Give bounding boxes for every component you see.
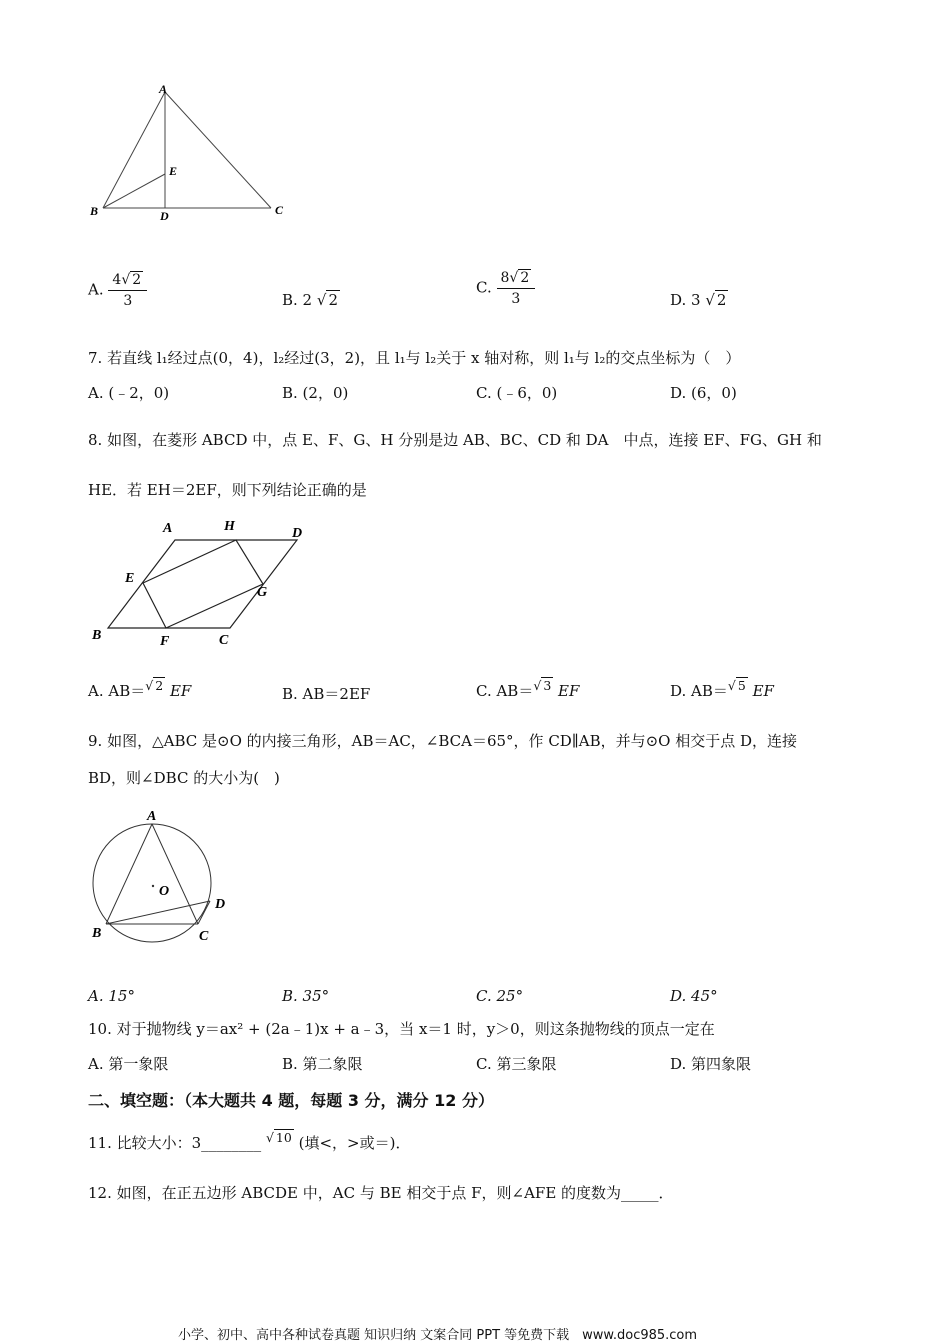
label-A: A bbox=[163, 521, 173, 536]
q12-stem: 12. 如图，在正五边形 ABCDE 中，AC 与 BE 相交于点 F，则∠AFE 的度数为_____． bbox=[88, 1184, 674, 1202]
q8-stem-line1: 8. 如图，在菱形 ABCD 中，点 E、F、G、H 分别是边 AB、BC、CD 和 DA 中点，连接 EF、FG、GH 和 bbox=[88, 431, 822, 449]
label-C: C bbox=[275, 203, 284, 217]
label-F: F bbox=[160, 634, 170, 649]
q11-stem: 11. 比较大小：3________ $^{√ 10}$ (填<，>或＝)． bbox=[88, 1130, 411, 1152]
q6-option-b: B. 2 √ 2 bbox=[282, 291, 338, 309]
label-B: B bbox=[92, 628, 102, 643]
q8-option-c: C. AB＝$^{√ 3}$ EF bbox=[476, 678, 580, 700]
figure-q9-circle bbox=[85, 800, 245, 950]
q7-option-c: C. (﹣6，0) bbox=[476, 384, 558, 402]
q9-option-b: B. 35° bbox=[282, 987, 330, 1005]
figure-q6-triangle bbox=[85, 80, 295, 225]
q8-option-d: D. AB＝$^{√ 5}$ EF bbox=[670, 678, 774, 700]
q9-option-a: A. 15° bbox=[88, 987, 135, 1005]
q9-stem-line2: BD，则∠DBC 的大小为( ) bbox=[88, 769, 280, 787]
label-B: B bbox=[92, 926, 102, 941]
q8-option-a: A. AB＝$^{√ 2}$ EF bbox=[88, 678, 192, 700]
q10-option-c: C. 第三象限 bbox=[476, 1055, 557, 1073]
figure-q8-rhombus bbox=[85, 512, 315, 652]
label-G: G bbox=[257, 585, 268, 600]
rhombus-abcd bbox=[108, 540, 297, 628]
q10-option-d: D. 第四象限 bbox=[670, 1055, 752, 1073]
label-C: C bbox=[199, 929, 209, 944]
section-2-title: 二、填空题：（本大题共 4 题，每题 3 分，满分 12 分） bbox=[88, 1091, 494, 1110]
label-H: H bbox=[224, 519, 235, 534]
label-D: D bbox=[292, 526, 303, 541]
segment-cd bbox=[198, 901, 210, 924]
q10-stem: 10. 对于抛物线 y＝ax² + (2a﹣1)x + a﹣3，当 x＝1 时，y＞0，则这条抛物线的顶点一定在 bbox=[88, 1020, 715, 1038]
label-B: B bbox=[90, 204, 99, 218]
q9-option-c: C. 25° bbox=[476, 987, 524, 1005]
segment-ac bbox=[165, 92, 271, 208]
q7-stem: 7. 若直线 l₁经过点(0，4)，l₂经过(3，2)，且 l₁与 l₂关于 x 轴对称，则 l₁与 l₂的交点坐标为（ ） bbox=[88, 349, 741, 367]
q9-option-d: D. 45° bbox=[670, 987, 718, 1005]
label-A: A bbox=[147, 809, 157, 824]
q6-option-d: D. 3 √ 2 bbox=[670, 291, 727, 309]
label-C: C bbox=[219, 633, 229, 648]
label-E: E bbox=[125, 571, 135, 586]
label-D: D bbox=[215, 897, 226, 912]
q6-option-a: A. $\frac{4√ 2}{3}$ bbox=[88, 270, 147, 311]
q10-option-a: A. 第一象限 bbox=[88, 1055, 169, 1073]
label-E: E bbox=[169, 164, 178, 178]
segment-bd bbox=[106, 901, 210, 924]
q7-option-d: D. (6，0) bbox=[670, 384, 737, 402]
q9-stem-line1: 9. 如图，△ABC 是⊙O 的内接三角形，AB＝AC，∠BCA＝65°，作 CD∥AB，并与⊙O 相交于点 D，连接 bbox=[88, 732, 798, 750]
label-O: O bbox=[159, 884, 170, 899]
page-footer: 小学、初中、高中各种试卷真题 知识归纳 文案合同 PPT 等免费下载 www.doc985.com bbox=[178, 1328, 698, 1343]
q10-option-b: B. 第二象限 bbox=[282, 1055, 363, 1073]
label-D: D bbox=[160, 209, 169, 223]
q7-option-a: A. (﹣2，0) bbox=[88, 384, 170, 402]
parallelogram-efgh bbox=[143, 540, 263, 628]
q8-stem-line2: HE．若 EH＝2EF，则下列结论正确的是 bbox=[88, 481, 367, 499]
q6-option-c: C. $\frac{8√ 2}{3}$ bbox=[476, 268, 535, 309]
center-dot bbox=[152, 885, 154, 887]
label-A: A bbox=[159, 82, 168, 96]
q7-option-b: B. (2，0) bbox=[282, 384, 349, 402]
q8-option-b: B. AB＝2EF bbox=[282, 685, 371, 703]
